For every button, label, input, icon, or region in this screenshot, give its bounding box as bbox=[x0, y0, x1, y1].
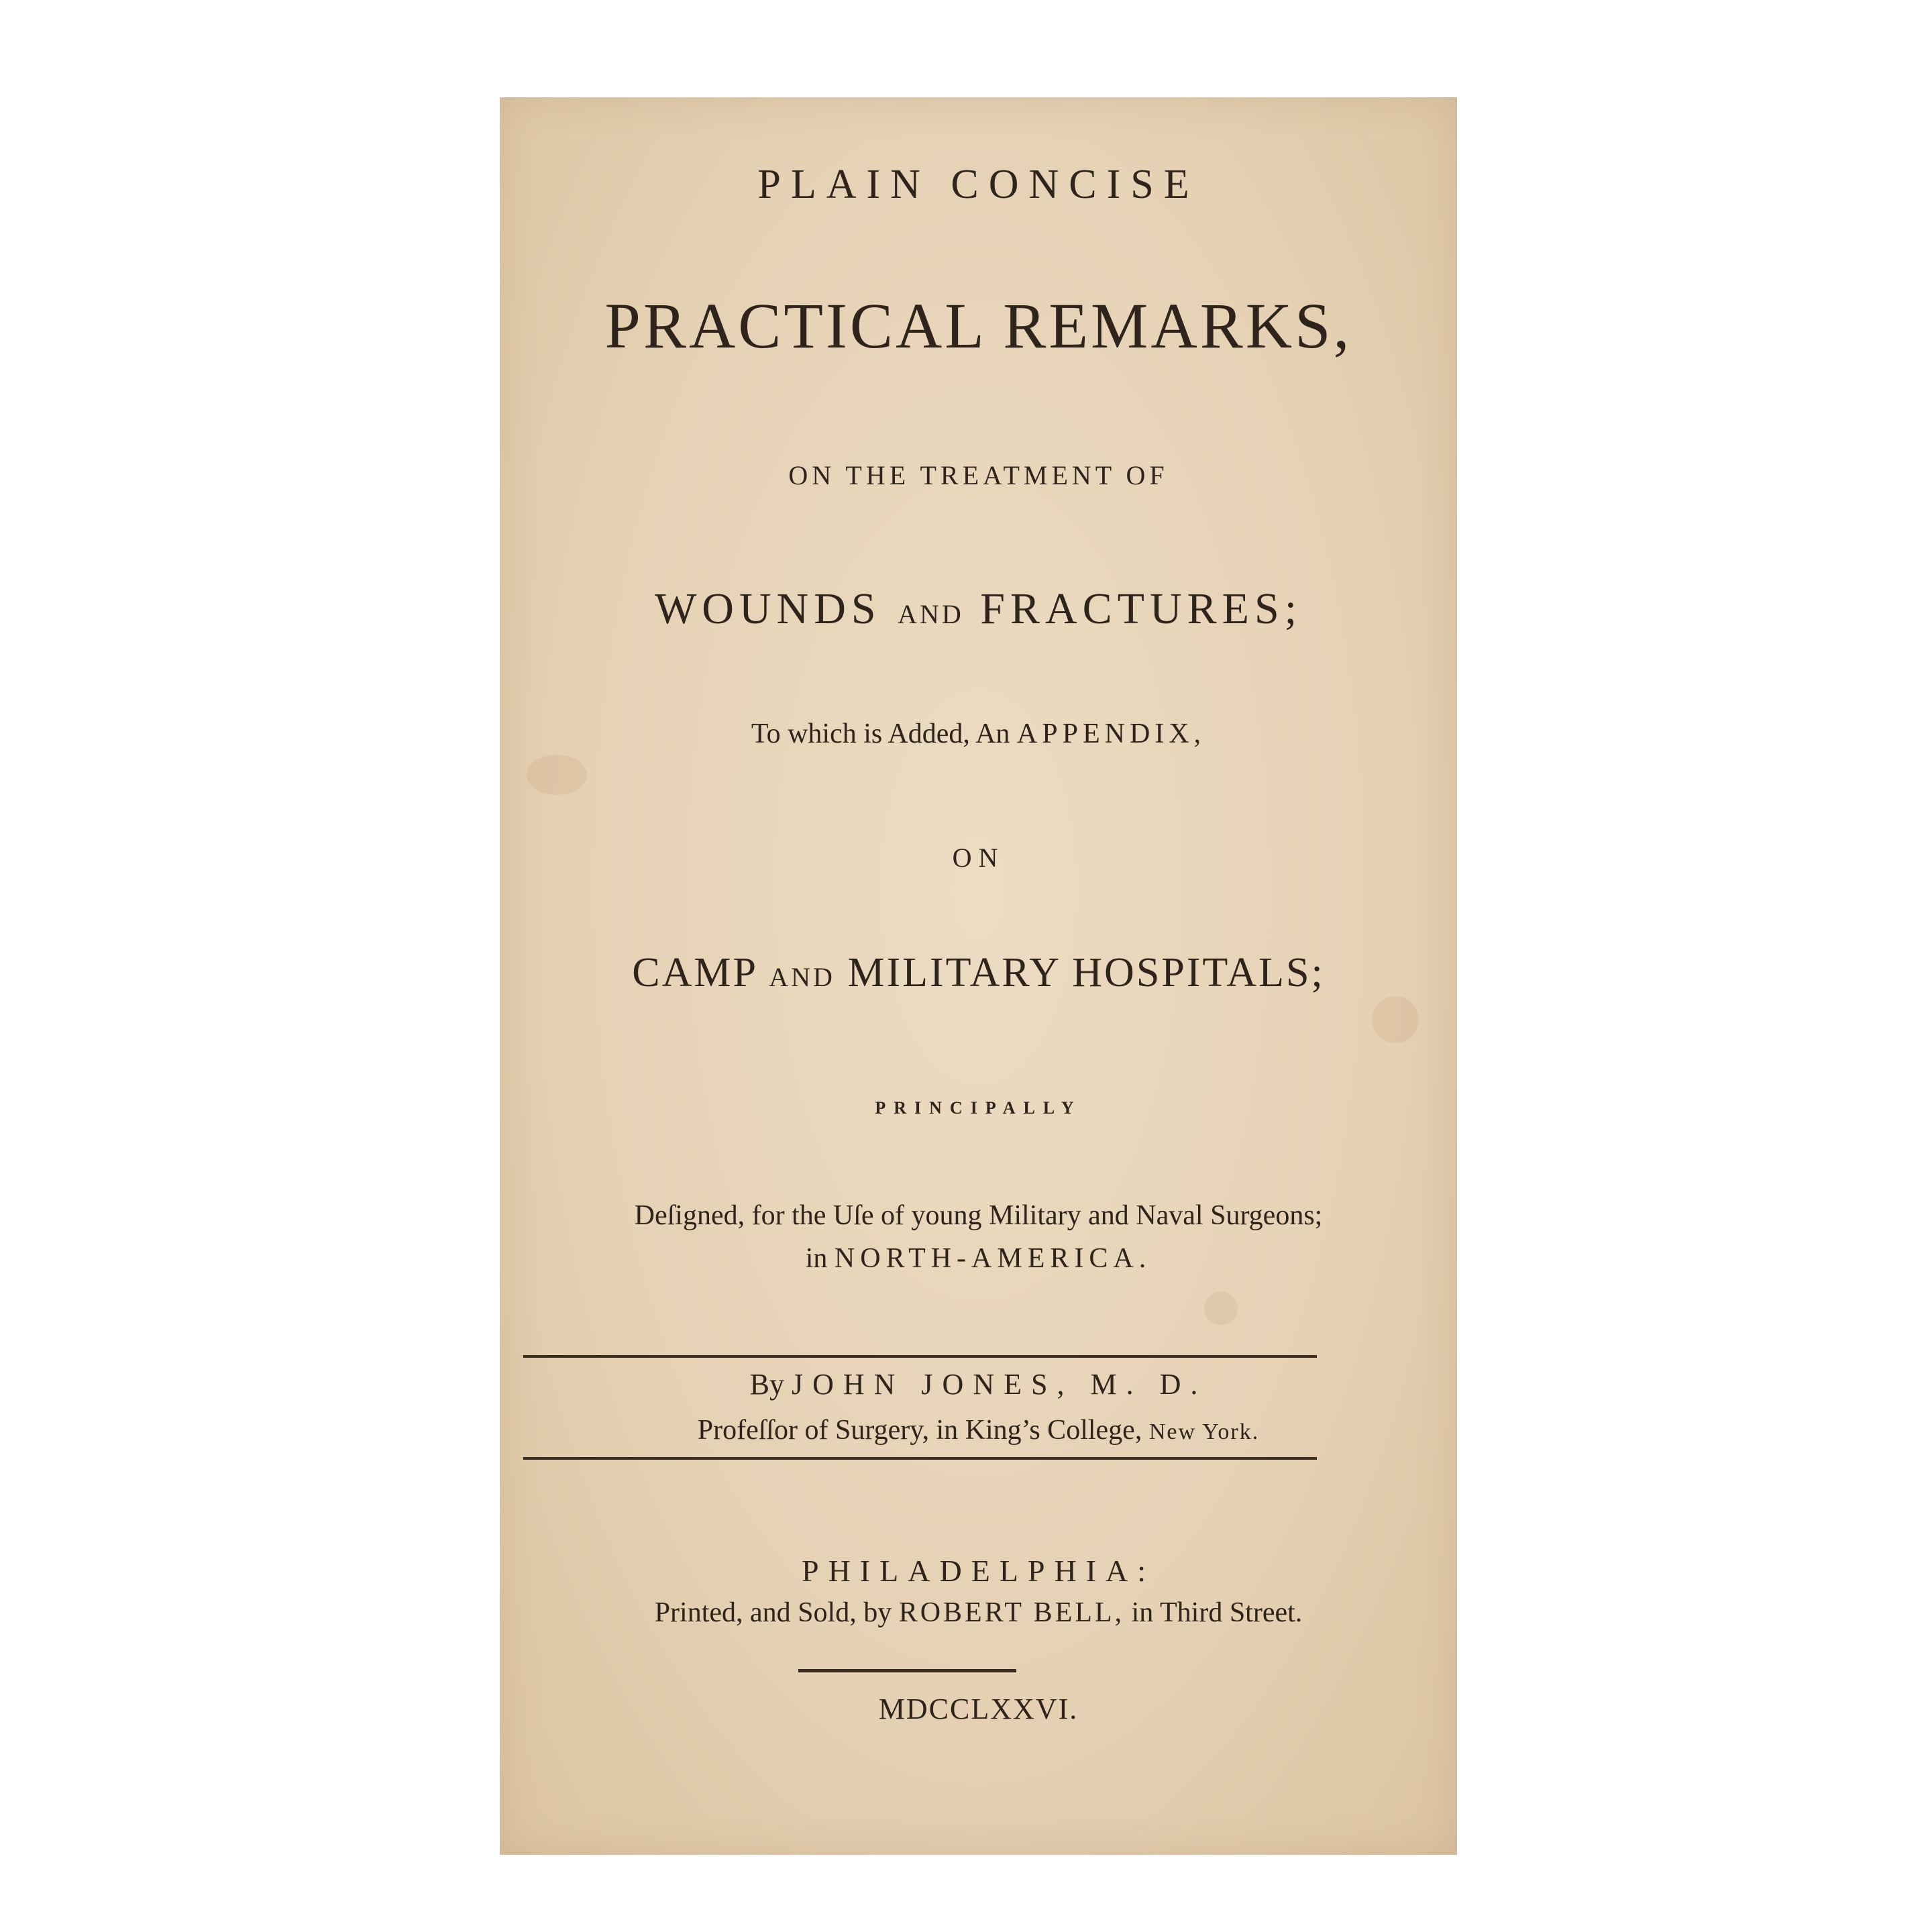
title-line-principally: PRINCIPALLY bbox=[875, 1098, 1082, 1118]
text-appendix: APPENDIX, bbox=[1016, 718, 1206, 749]
text-by: By bbox=[749, 1368, 784, 1401]
text-camp: CAMP bbox=[632, 950, 757, 996]
text-and: AND bbox=[769, 962, 835, 992]
text-and: AND bbox=[898, 599, 964, 629]
author-title: Profeſſor of Surgery, in King’s College, bbox=[697, 1415, 1142, 1446]
rule-bottom bbox=[523, 1457, 1317, 1460]
foxing-spot bbox=[1204, 1291, 1238, 1325]
title-line-appendix bbox=[500, 718, 1457, 750]
imprint-line bbox=[500, 1597, 1457, 1629]
printer-address: in Third Street. bbox=[1131, 1597, 1303, 1628]
foxing-spot bbox=[1372, 996, 1419, 1043]
imprint-city: PHILADELPHIA: bbox=[802, 1554, 1155, 1588]
title-line-north-america bbox=[500, 1242, 1457, 1275]
title-line-on: ON bbox=[952, 843, 1005, 873]
author-line bbox=[500, 1367, 1457, 1401]
title-line-plain-concise: PLAIN CONCISE bbox=[757, 162, 1199, 207]
printer-name: ROBERT BELL, bbox=[898, 1597, 1125, 1628]
author-name: JOHN JONES, M. D. bbox=[791, 1368, 1208, 1401]
text-printed-sold: Printed, and Sold, by bbox=[654, 1597, 892, 1628]
text-in: in bbox=[805, 1243, 828, 1274]
text-military-hospitals: MILITARY HOSPITALS; bbox=[847, 950, 1325, 996]
rule-top bbox=[523, 1355, 1317, 1358]
title-line-practical-remarks: PRACTICAL REMARKS, bbox=[604, 290, 1352, 362]
author-title-line bbox=[500, 1414, 1457, 1446]
title-line-treatment: ON THE TREATMENT OF bbox=[788, 460, 1169, 490]
text-fractures: FRACTURES; bbox=[980, 584, 1303, 633]
title-page bbox=[500, 97, 1457, 1855]
title-line-wounds-fractures bbox=[500, 584, 1457, 635]
foxing-spot bbox=[527, 755, 587, 795]
text-north-america: NORTH-AMERICA. bbox=[834, 1243, 1152, 1274]
title-line-designed: Deſigned, for the Uſe of young Military and Naval Surgeons; bbox=[634, 1200, 1323, 1231]
title-line-camp-hospitals bbox=[500, 949, 1457, 997]
text-wounds: WOUNDS bbox=[654, 584, 881, 633]
author-city: New York. bbox=[1148, 1419, 1260, 1444]
text-to-which: To which is Added, An bbox=[751, 718, 1010, 749]
imprint-year: MDCCLXXVI. bbox=[878, 1693, 1079, 1725]
rule-short bbox=[798, 1669, 1016, 1672]
